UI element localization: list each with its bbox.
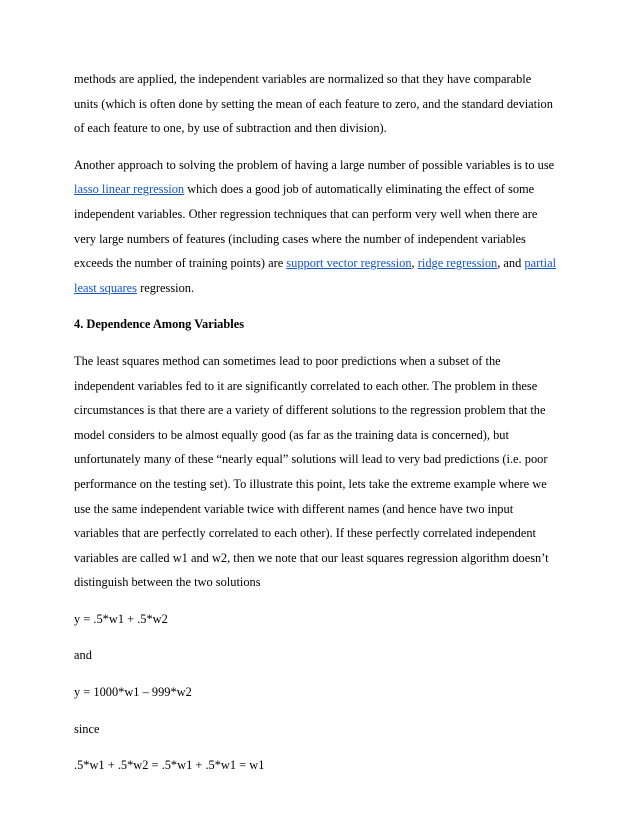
text-line: variables that are perfectly correlated to each other). If these perfectly correlated independent — [74, 526, 536, 541]
text-line: independent variables fed to it are significantly correlated to each other. The problem in these — [74, 378, 538, 393]
text-line: The least squares method can sometimes lead to poor predictions when a subset of the — [74, 353, 501, 368]
paragraph-normalization — [74, 67, 574, 141]
text-line: methods are applied, the independent variables are normalized so that they have comparable — [74, 72, 532, 86]
equation-two: y = 1000*w1 – 999*w2 — [74, 685, 192, 700]
text-line: model considers to be almost equally good (as far as the training data is concerned), but — [74, 427, 509, 442]
equation-three: .5*w1 + .5*w2 = .5*w1 + .5*w1 = w1 — [74, 758, 265, 773]
partial-least-squares-link-part1[interactable]: partial — [524, 256, 557, 271]
and-text: and — [74, 648, 92, 663]
text-line: unfortunately many of these “nearly equal” solutions will lead to very bad predictions (i.e. poor — [74, 452, 548, 467]
text-line: of each feature to one, by use of subtraction and then division). — [74, 121, 387, 136]
text-line: units (which is often done by setting the mean of each feature to zero, and the standard deviation — [74, 96, 553, 111]
lasso-regression-link[interactable]: lasso linear regression — [74, 182, 185, 197]
text-fragment: , — [411, 256, 418, 271]
partial-least-squares-link-part2[interactable]: least squares — [74, 280, 137, 295]
equation-one: y = .5*w1 + .5*w2 — [74, 611, 168, 626]
support-vector-regression-link[interactable]: support vector regression — [286, 256, 412, 271]
text-fragment: exceeds the number of training points) are — [74, 256, 287, 271]
text-line — [74, 276, 574, 301]
ridge-regression-link[interactable]: ridge regression — [417, 256, 498, 271]
section-heading: 4. Dependence Among Variables — [74, 317, 245, 332]
text-line: use the same independent variable twice with different names (and hence have two input — [74, 501, 514, 516]
text-line — [74, 177, 574, 202]
text-line: circumstances is that there are a variety of different solutions to the regression problem that the — [74, 403, 546, 418]
text-fragment: which does a good job of automatically eliminating the effect of some — [184, 182, 535, 197]
text-line: performance on the testing set). To illustrate this point, lets take the extreme example where we — [74, 476, 547, 491]
since-text: since — [74, 721, 100, 736]
text-line: distinguish between the two solutions — [74, 575, 261, 590]
paragraph-other-approaches — [74, 153, 574, 301]
text-line: Another approach to solving the problem of having a large number of possible variables is to use — [74, 157, 555, 172]
text-line — [74, 251, 574, 276]
text-line: independent variables. Other regression techniques that can perform very well when there are — [74, 206, 538, 221]
document-page — [74, 67, 574, 790]
text-fragment: , and — [497, 256, 525, 271]
paragraph-dependence — [74, 349, 574, 595]
text-line: variables are called w1 and w2, then we note that our least squares regression algorithm doesn’t — [74, 550, 549, 565]
text-line: very large numbers of features (including cases where the number of independent variables — [74, 231, 526, 246]
text-fragment: regression. — [136, 280, 195, 295]
